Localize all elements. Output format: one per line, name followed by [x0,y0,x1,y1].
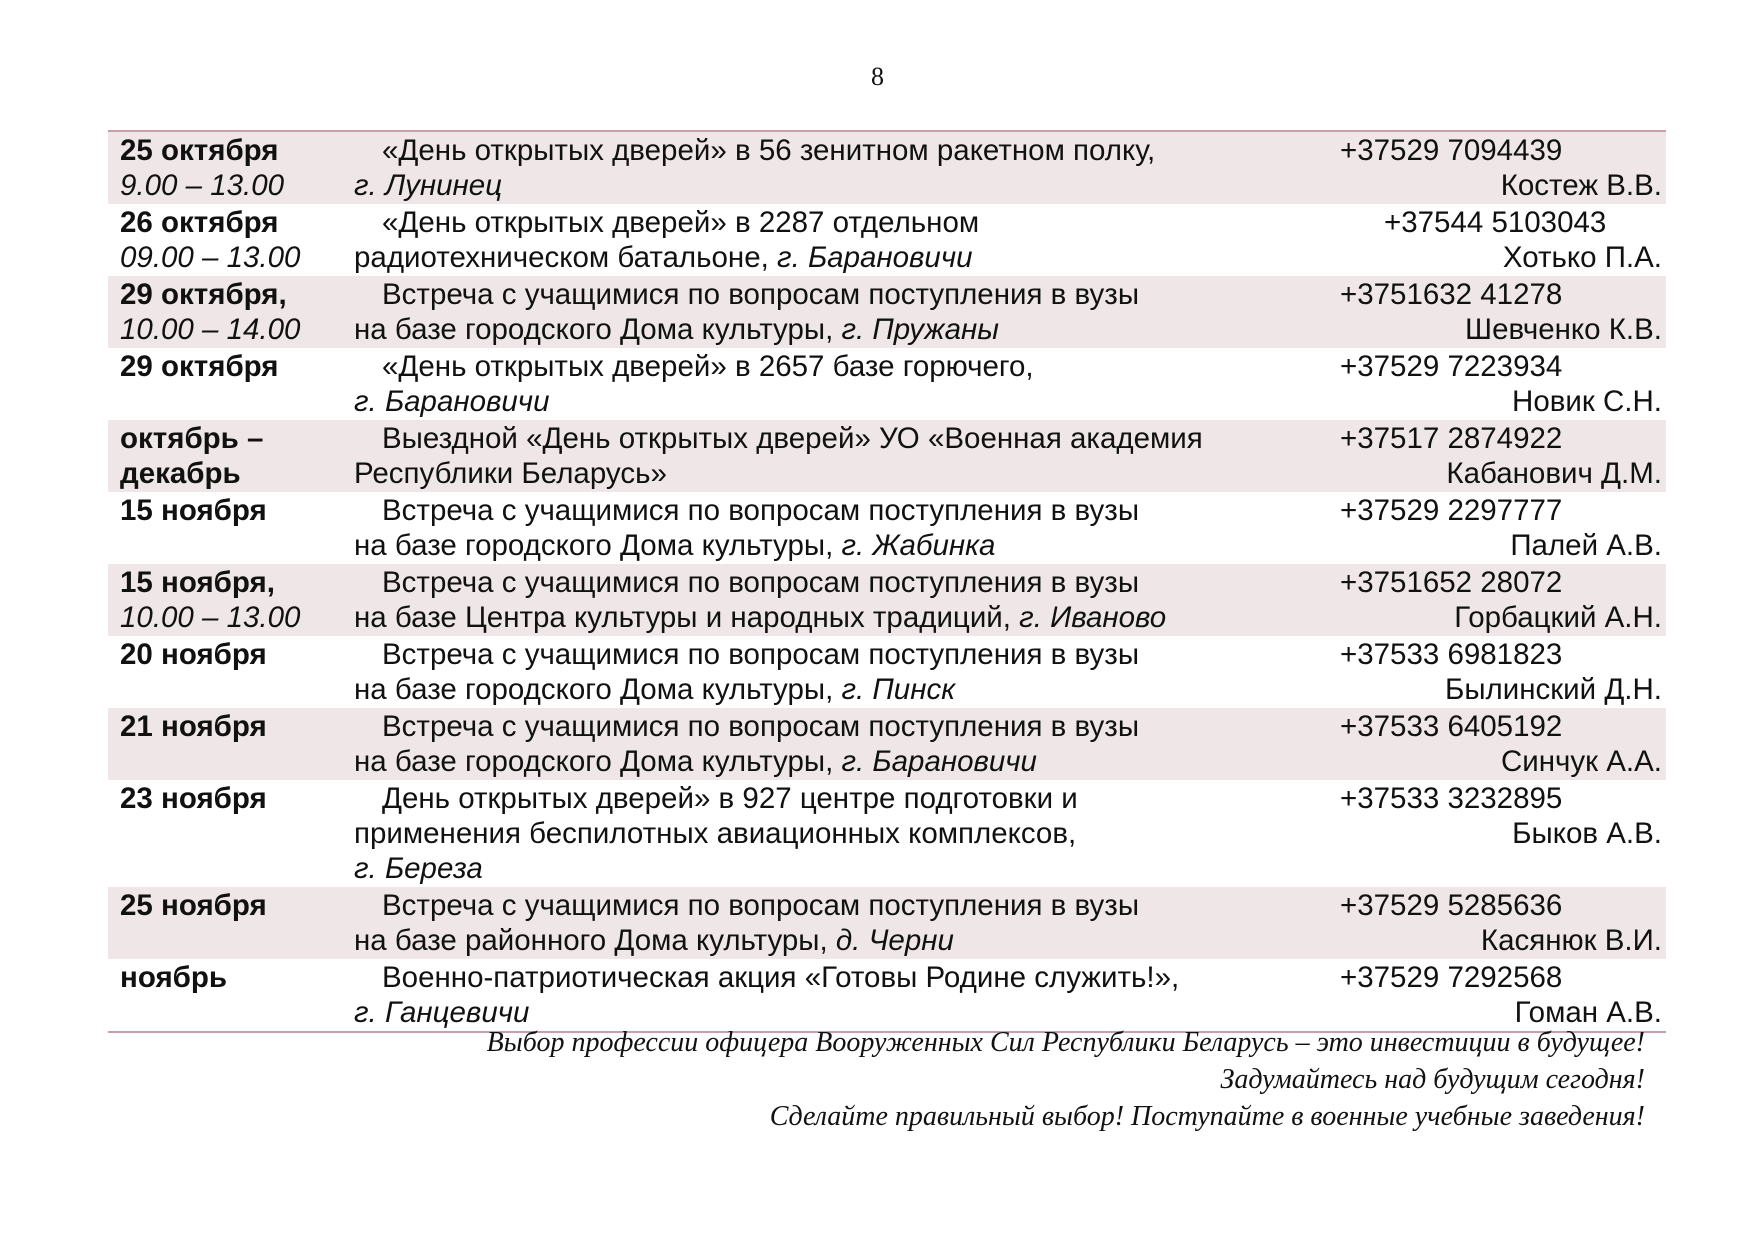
contact-person: Кабанович Д.М. [1446,457,1662,490]
contact-cell [1332,133,1666,203]
contact-cell [1332,421,1666,491]
event-time: 9.00 – 13.00 [120,169,285,202]
event-city: г. Лунинец [354,169,503,202]
event-description-line: Встреча с учащимися по вопросам поступления в вузы [382,566,1140,599]
event-location-line [354,600,1332,635]
event-city: г. Ганцевичи [354,996,530,1029]
event-venue: на базе городского Дома культуры, [354,313,842,346]
event-venue: на базе районного Дома культуры, [354,924,836,957]
event-description-cell [354,888,1332,958]
contact-cell [1332,709,1666,779]
contact-phone: +37529 7094439 [1340,134,1563,167]
event-description-cell [354,960,1332,1030]
schedule-row [108,204,1666,276]
contact-phone: +3751632 41278 [1340,278,1563,311]
contact-phone: +37533 3232895 [1340,782,1563,815]
event-description-line: День открытых дверей» в 927 центре подготовки и [382,782,1078,815]
contact-person: Былинский Д.Н. [1444,673,1662,706]
contact-cell [1332,349,1666,419]
contact-person: Шевченко К.В. [1465,313,1662,346]
contact-phone: +37517 2874922 [1340,422,1563,455]
schedule-row [108,420,1666,492]
event-description-line: применения беспилотных авиационных комплексов, [354,817,1077,850]
schedule-row [108,492,1666,564]
contact-cell [1332,565,1666,635]
events-schedule [108,130,1666,1033]
event-time: 10.00 – 13.00 [120,601,301,634]
contact-phone: +37533 6405192 [1340,710,1563,743]
contact-phone: +37529 5285636 [1340,889,1563,922]
event-date-cell [108,565,354,635]
event-time: 10.00 – 14.00 [120,313,301,346]
contact-cell [1332,960,1666,1030]
contact-phone: +37544 5103043 [1384,206,1607,239]
event-date: 15 ноября, [120,566,275,599]
event-description-cell [354,277,1332,347]
event-city: г. Барановичи [354,385,550,418]
contact-person: Новик С.Н. [1512,385,1662,418]
event-description-line: Военно-патриотическая акция «Готовы Родине служить!», [382,961,1180,994]
slogan-line: Выбор профессии офицера Вооруженных Сил Республики Беларусь – это инвестиции в будущее! [486,1027,1645,1058]
event-city: г. Иваново [1019,601,1167,634]
event-venue: радиотехническом батальоне, [354,241,778,274]
contact-cell [1332,277,1666,347]
event-city: г. Жабинка [841,529,996,562]
slogan-line: Сделайте правильный выбор! Поступайте в военные учебные заведения! [769,1101,1645,1132]
event-description-cell [354,205,1332,275]
event-location-line [354,528,1332,563]
schedule-row [108,636,1666,708]
event-description-cell [354,493,1332,563]
contact-phone: +37533 6981823 [1340,638,1563,671]
event-date: ноябрь [120,961,228,994]
event-date: 26 октября [120,206,279,239]
event-date: 23 ноября [120,782,267,815]
event-date-cell [108,960,354,1030]
contact-person: Палей А.В. [1510,529,1662,562]
event-location-line [354,240,1332,275]
event-venue: на базе Центра культуры и народных традиций, [354,601,1020,634]
schedule-row [108,276,1666,348]
event-city: г. Пинск [841,673,956,706]
schedule-row [108,887,1666,959]
event-date: 15 ноября [120,494,267,527]
event-description-line: Встреча с учащимися по вопросам поступления в вузы [382,278,1140,311]
event-time: 09.00 – 13.00 [120,241,301,274]
event-city: г. Барановичи [777,241,973,274]
contact-person: Хотько П.А. [1502,241,1662,274]
schedule-row [108,348,1666,420]
contact-phone: +37529 7223934 [1340,350,1563,383]
event-description-line: «День открытых дверей» в 2657 базе горючего, [382,350,1034,383]
contact-cell [1332,205,1666,275]
event-date: 25 ноября [120,889,267,922]
contact-person: Костеж В.В. [1500,169,1662,202]
event-description-cell [354,565,1332,635]
event-description-line: «День открытых дверей» в 56 зенитном ракетном полку, [382,134,1156,167]
event-description-cell [354,637,1332,707]
contact-person: Касянюк В.И. [1480,924,1662,957]
event-date-end: декабрь [120,457,241,490]
event-location-line [354,168,1332,203]
page-number: 8 [871,62,884,91]
event-location-line [354,923,1332,958]
slogan-line: Задумайтесь над будущим сегодня! [1220,1064,1645,1095]
contact-phone: +37529 2297777 [1340,494,1563,527]
contact-phone: +37529 7292568 [1340,961,1563,994]
event-date: 25 октября [120,134,279,167]
event-description-line: Встреча с учащимися по вопросам поступления в вузы [382,494,1140,527]
schedule-row [108,564,1666,636]
contact-cell [1332,637,1666,707]
schedule-row [108,132,1666,204]
event-description-cell [354,133,1332,203]
event-date: 20 ноября [120,638,267,671]
event-date-cell [108,349,354,419]
event-city: д. Черни [835,924,954,957]
contact-cell [1332,781,1666,886]
schedule-row [108,708,1666,780]
event-description-line: Республики Беларусь» [354,457,667,490]
slogan-block [487,1024,1645,1135]
event-description-line: Встреча с учащимися по вопросам поступления в вузы [382,638,1140,671]
event-description-cell [354,709,1332,779]
event-city: г. Пружаны [841,313,999,346]
event-location-line [354,851,1332,886]
event-venue: на базе городского Дома культуры, [354,673,842,706]
event-date-cell [108,205,354,275]
event-description-cell [354,781,1332,886]
contact-cell [1332,888,1666,958]
event-location-line [354,672,1332,707]
event-date: 29 октября [120,350,279,383]
event-location-line [354,744,1332,779]
contact-person: Синчук А.А. [1500,745,1662,778]
event-date-cell [108,277,354,347]
contact-cell [1332,493,1666,563]
event-city: г. Барановичи [841,745,1037,778]
event-description-cell [354,421,1332,491]
event-location-line [354,384,1332,419]
event-date: 21 ноября [120,710,267,743]
contact-person: Гоман А.В. [1514,996,1662,1029]
event-date-cell [108,493,354,563]
schedule-row [108,959,1666,1031]
schedule-row [108,780,1666,887]
event-date: 29 октября, [120,278,287,311]
event-date: октябрь – [120,422,264,455]
event-description-line: «День открытых дверей» в 2287 отдельном [382,206,980,239]
contact-phone: +3751652 28072 [1340,566,1563,599]
contact-person: Горбацкий А.Н. [1454,601,1662,634]
event-description-line: Выездной «День открытых дверей» УО «Военная академия [382,422,1203,455]
event-description-line: Встреча с учащимися по вопросам поступления в вузы [382,889,1140,922]
event-description-line: Встреча с учащимися по вопросам поступления в вузы [382,710,1140,743]
contact-person: Быков А.В. [1512,817,1662,850]
event-description-cell [354,349,1332,419]
event-date-cell [108,133,354,203]
event-date-cell [108,888,354,958]
event-location-line [354,312,1332,347]
event-date-cell [108,421,354,491]
event-venue: на базе городского Дома культуры, [354,529,842,562]
event-venue: на базе городского Дома культуры, [354,745,842,778]
event-date-cell [108,781,354,886]
event-city: г. Береза [354,852,483,885]
event-date-cell [108,637,354,707]
event-date-cell [108,709,354,779]
